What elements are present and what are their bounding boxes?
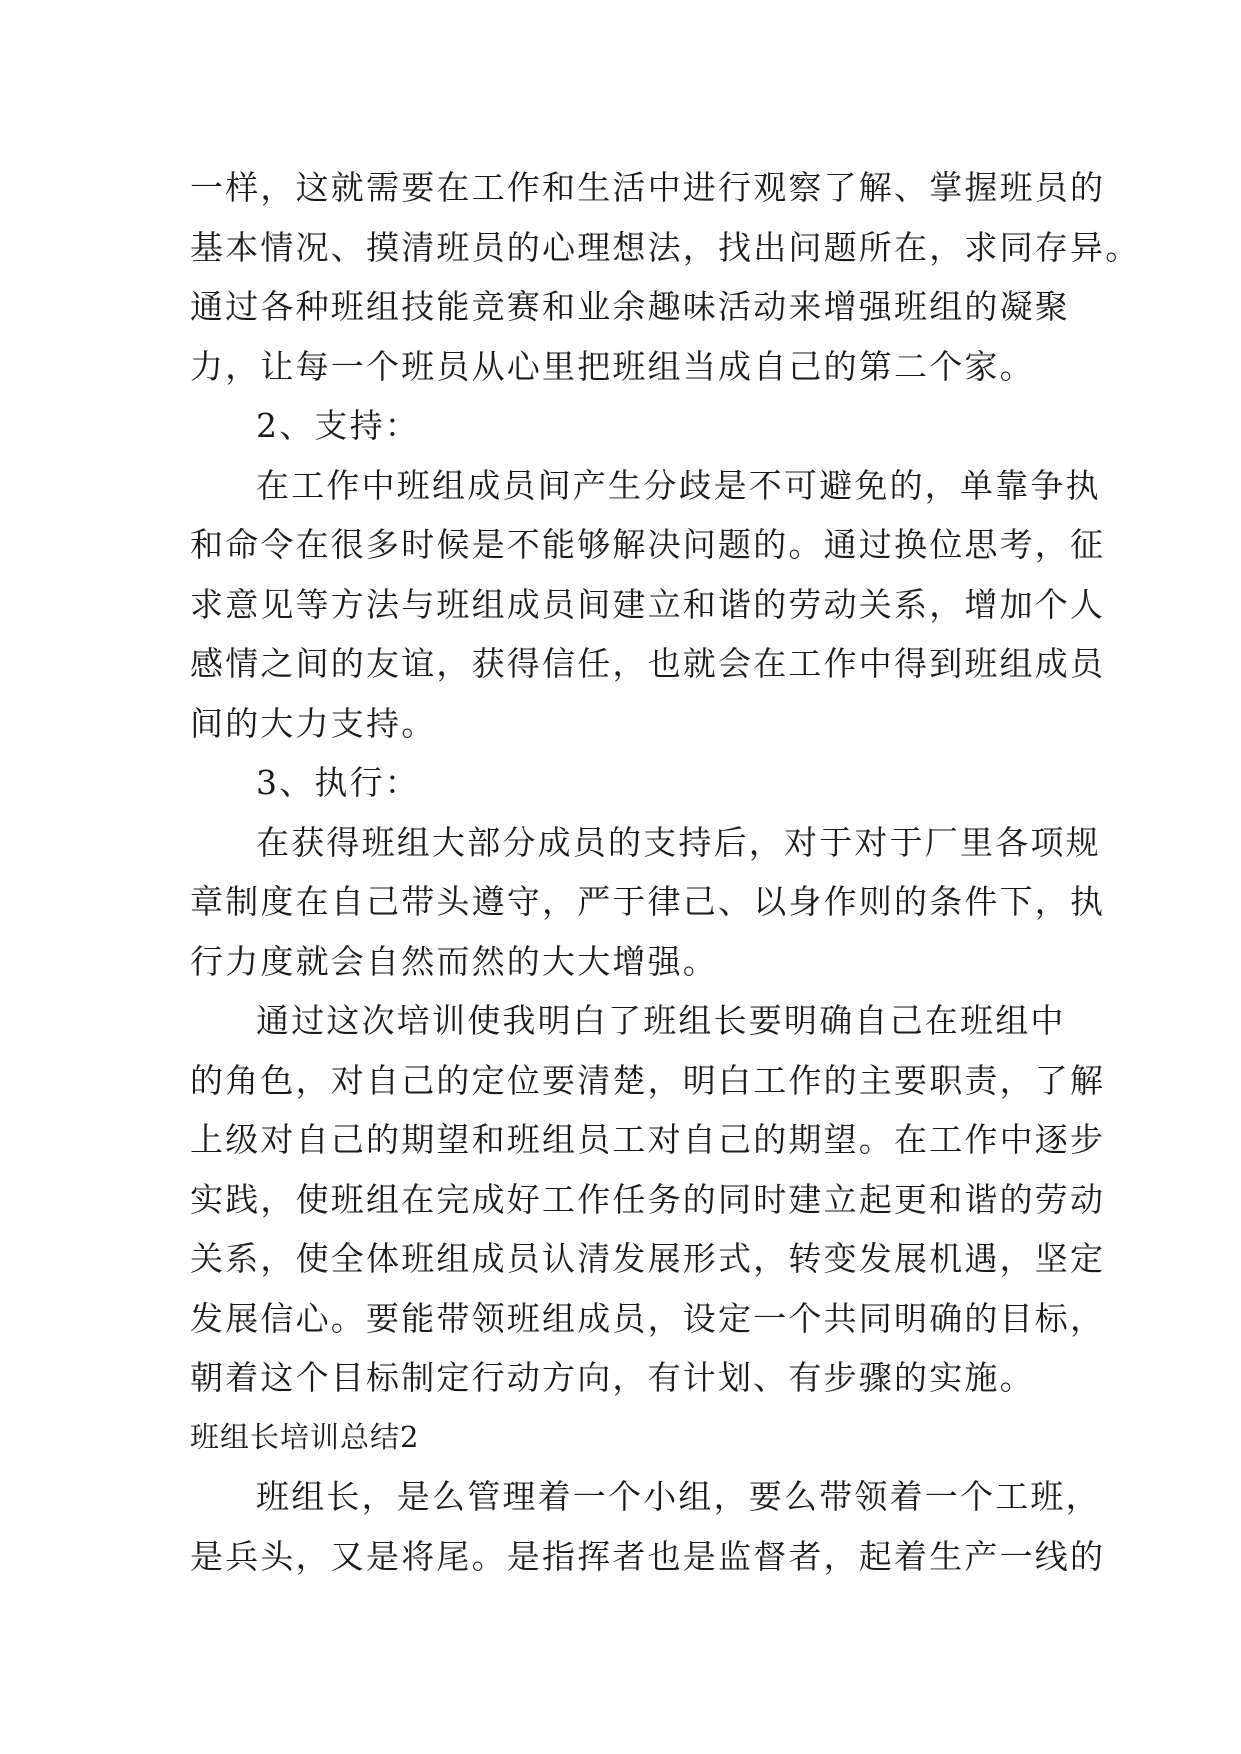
paragraph-line: 通过这次培训使我明白了班组长要明确自己在班组中: [256, 1001, 1066, 1040]
section-heading-support: 2、支持：: [256, 406, 420, 445]
paragraph-line: 一样，这就需要在工作和生活中进行观察了解、掌握班员的: [190, 168, 1106, 207]
paragraph-line: 发展信心。要能带领班组成员，设定一个共同明确的目标，: [190, 1298, 1106, 1338]
paragraph-line: 和命令在很多时候是不能够解决问题的。通过换位思考，征: [190, 525, 1106, 564]
paragraph-line: 关系，使全体班组成员认清发展形式，转变发展机遇，坚定: [190, 1239, 1106, 1278]
paragraph-line: 感情之间的友谊，获得信任，也就会在工作中得到班组成员: [190, 644, 1106, 683]
paragraph-line: 在获得班组大部分成员的支持后，对于对于厂里各项规: [256, 822, 1101, 862]
section-heading-execution: 3、执行：: [256, 763, 420, 802]
paragraph-line: 求意见等方法与班组成员间建立和谐的劳动关系，增加个人: [190, 584, 1106, 624]
paragraph-line: 在工作中班组成员间产生分歧是不可避免的，单靠争执: [256, 465, 1101, 505]
paragraph-line: 基本情况、摸清班员的心理想法，找出问题所在，求同存异。: [190, 227, 1141, 267]
paragraph-line: 力，让每一个班员从心里把班组当成自己的第二个家。: [190, 346, 1035, 386]
paragraph-line: 上级对自己的期望和班组员工对自己的期望。在工作中逐步: [190, 1120, 1106, 1159]
paragraph-line: 间的大力支持。: [190, 703, 437, 743]
paragraph-line: 章制度在自己带头遵守，严于律己、以身作则的条件下，执: [190, 882, 1106, 921]
paragraph-line: 是兵头，又是将尾。是指挥者也是监督者，起着生产一线的: [190, 1536, 1106, 1576]
paragraph-line: 的角色，对自己的定位要清楚，明白工作的主要职责，了解: [190, 1060, 1106, 1100]
document-body: [190, 158, 1141, 1586]
paragraph-line: 朝着这个目标制定行动方向，有计划、有步骤的实施。: [190, 1358, 1035, 1397]
paragraph-line: 行力度就会自然而然的大大增强。: [190, 941, 718, 981]
paragraph-line: 通过各种班组技能竞赛和业余趣味活动来增强班组的凝聚: [190, 287, 1070, 326]
paragraph-line: 实践，使班组在完成好工作任务的同时建立起更和谐的劳动: [190, 1179, 1106, 1219]
section-title: 班组长培训总结2: [190, 1419, 420, 1454]
paragraph-line: 班组长，是么管理着一个小组，要么带领着一个工班，: [256, 1477, 1101, 1516]
